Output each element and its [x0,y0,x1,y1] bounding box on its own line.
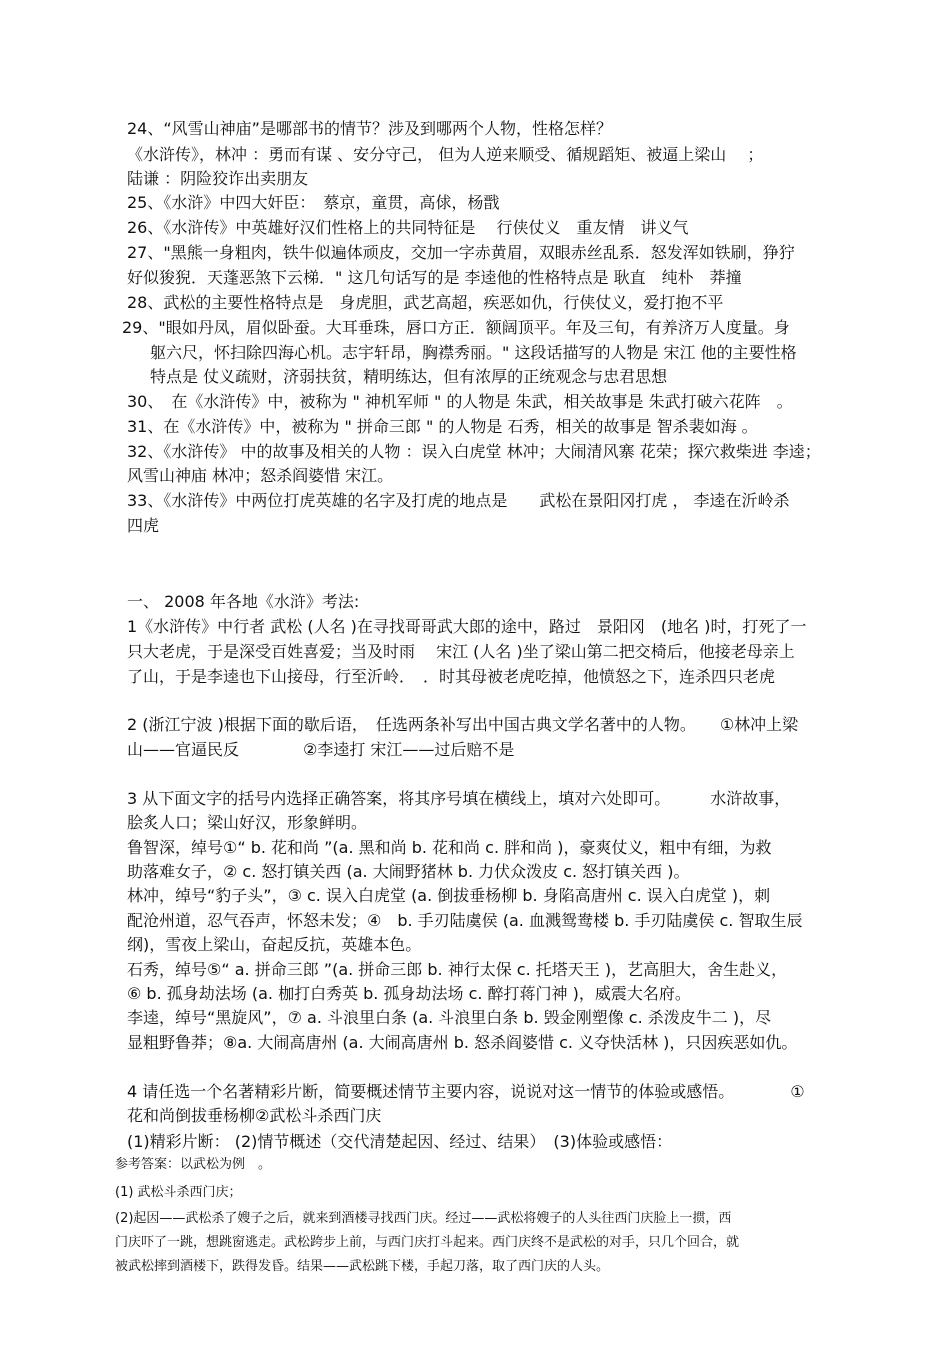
answer-intro: 参考答案：以武松为例 。 [115,1157,272,1172]
q26: 26、《水浒传》中英雄好汉们性格上的共同特征是 行侠仗义 重友情 讲义气 [127,218,689,237]
item3-line11: 显粗野鲁莽；⑧a. 大闹高唐州 (a. 大闹高唐州 b. 怒杀阎婆惜 c. 义夺快活林 )，只因疾恶如仇。 [127,1033,798,1052]
q24-answer-line1: 《水浒传》，林冲 ：勇而有谋 、安分守己， 但为人逆来顺受、循规蹈矩、被逼上梁山 ； [127,145,764,164]
item3-line8: 石秀，绰号⑤“ a. 拼命三郎 ”(a. 拼命三郎 b. 神行太保 c. 托塔天王 )，艺高胆大，舍生赴义， [127,960,788,979]
answer-part2-line2: 门庆吓了一跳，想跳窗逃走。武松跨步上前，与西门庆打斗起来。西门庆终不是武松的对手，只几个回合，就 [115,1235,740,1250]
q29-line3: 特点是 仗义疏财，济弱扶贫，精明练达，但有浓厚的正统观念与忠君思想 [150,367,668,386]
q30: 30、 在《水浒传》中，被称为 " 神机军师 " 的人物是 朱武，相关故事是 朱武打破六花阵 。 [127,392,793,411]
item2-line1: 2 (浙江宁波 )根据下面的歇后语， 任选两条补写出中国古典文学名著中的人物。 ①林冲上梁 [127,715,799,734]
q29-line2: 躯六尺，怀扫除四海心机。志宇轩昂，胸襟秀丽。" 这段话描写的人物是 宋江 他的主要性格 [150,343,797,362]
q31: 31、在《水浒传》中，被称为 " 拼命三郎 " 的人物是 石秀，相关的故事是 智杀裴如海 。 [127,417,758,436]
item3-line5: 林冲，绰号“豹子头”，③ c. 误入白虎堂 (a. 倒拔垂杨柳 b. 身陷高唐州 c. 误入白虎堂 )，刺 [127,886,771,905]
section-heading: 一、 2008 年各地《水浒》考法: [127,592,360,611]
item3-line4: 助落难女子，② c. 怒打镇关西 (a. 大闹野猪林 b. 力伏众泼皮 c. 怒打镇关西 )。 [127,862,690,881]
q32-line2: 风雪山神庙 林冲；怒杀阎婆惜 宋江。 [127,466,394,485]
q27-line2: 好似狻猊．天蓬恶煞下云梯．" 这几句话写的是 李逵他的性格特点是 耿直 纯朴 莽撞 [127,268,742,287]
q32-line1: 32、《水浒传》 中的故事及相关的人物 ：误入白虎堂 林冲；大闹清风寨 花荣；探穴救柴进 李逵； [127,442,821,461]
item3-line6: 配沧州道，忍气吞声，怀怒未发；④ b. 手刃陆虞侯 (a. 血溅鸳鸯楼 b. 手刃陆虞侯 c. 智取生辰 [127,911,803,930]
answer-part2-line3: 被武松摔到酒楼下，跌得发昏。结果——武松跳下楼，手起刀落，取了西门庆的人头。 [115,1259,610,1274]
q25: 25、《水浒》中四大奸臣： 蔡京，童贯，高俅，杨戬 [127,193,500,212]
answer-part1: (1) 武松斗杀西门庆； [115,1185,242,1200]
item1-line3: 了山，于是李逵也下山接母，行至沂岭． ．时其母被老虎吃掉，他愤怒之下，连杀四只老虎 [127,667,776,686]
item4-line2: 花和尚倒拔垂杨柳②武松斗杀西门庆 [127,1106,382,1125]
q29-line1: 29、"眼如丹凤，眉似卧蚕。大耳垂珠，唇口方正．额阔顶平。年及三旬，有养济万人度量。身 [122,318,790,337]
q24-answer-line2: 陆谦 ：阴险狡诈出卖朋友 [127,169,309,188]
q33-line2: 四虎 [127,516,160,535]
item3-line10: 李逵，绰号“黑旋风”，⑦ a. 斗浪里白条 (a. 斗浪里白条 b. 毁金刚塑像 c. 杀泼皮牛二 )，尽 [127,1008,772,1027]
item3-line9: ⑥ b. 孤身劫法场 (a. 枷打白秀英 b. 孤身劫法场 c. 醉打蒋门神 )，威震大名府。 [127,984,691,1003]
q24-question: 24、“风雪山神庙”是哪部书的情节？涉及到哪两个人物，性格怎样？ [127,119,612,138]
item3-line2: 脍炙人口；梁山好汉，形象鲜明。 [127,813,368,832]
item2-line2: 山——官逼民反 ②李逵打 宋江——过后赔不是 [127,740,515,759]
item4-line1: 4 请任选一个名著精彩片断，简要概述情节主要内容，说说对这一情节的体验或感悟。 ① [127,1082,805,1101]
item3-line7: 纲)，雪夜上梁山，奋起反抗，英雄本色。 [127,935,422,954]
q28: 28、武松的主要性格特点是 身虎胆，武艺高超，疾恶如仇，行侠仗义，爱打抱不平 [127,293,724,312]
item4-line3: (1)精彩片断： (2)情节概述（交代清楚起因、经过、结果） (3)体验或感悟： [127,1132,673,1151]
q27-line1: 27、"黑熊一身粗肉，铁牛似遍体顽皮，交加一字赤黄眉，双眼赤丝乱系．怒发浑如铁刷，狰狞 [127,243,795,262]
item1-line2: 只大老虎，于是深受百姓喜爱；当及时雨 宋江 (人名 )坐了梁山第二把交椅后，他接老母亲上 [127,642,795,661]
q33-line1: 33、《水浒传》中两位打虎英雄的名字及打虎的地点是 武松在景阳冈打虎 ， 李逵在沂岭杀 [127,491,790,510]
item1-line1: 1《水浒传》中行者 武松 (人名 )在寻找哥哥武大郎的途中，路过 景阳冈 (地名 )时，打死了一 [127,617,807,636]
item3-line3: 鲁智深，绰号①“ b. 花和尚 ”(a. 黑和尚 b. 花和尚 c. 胖和尚 )，豪爽仗义，粗中有细，为救 [127,838,772,857]
item3-line1: 3 从下面文字的括号内选择正确答案，将其序号填在横线上，填对六处即可。 水浒故事， [127,789,791,808]
answer-part2-line1: (2)起因——武松杀了嫂子之后，就来到酒楼寻找西门庆。经过——武松将嫂子的人头往西门庆脸上一掼，西 [115,1211,732,1226]
